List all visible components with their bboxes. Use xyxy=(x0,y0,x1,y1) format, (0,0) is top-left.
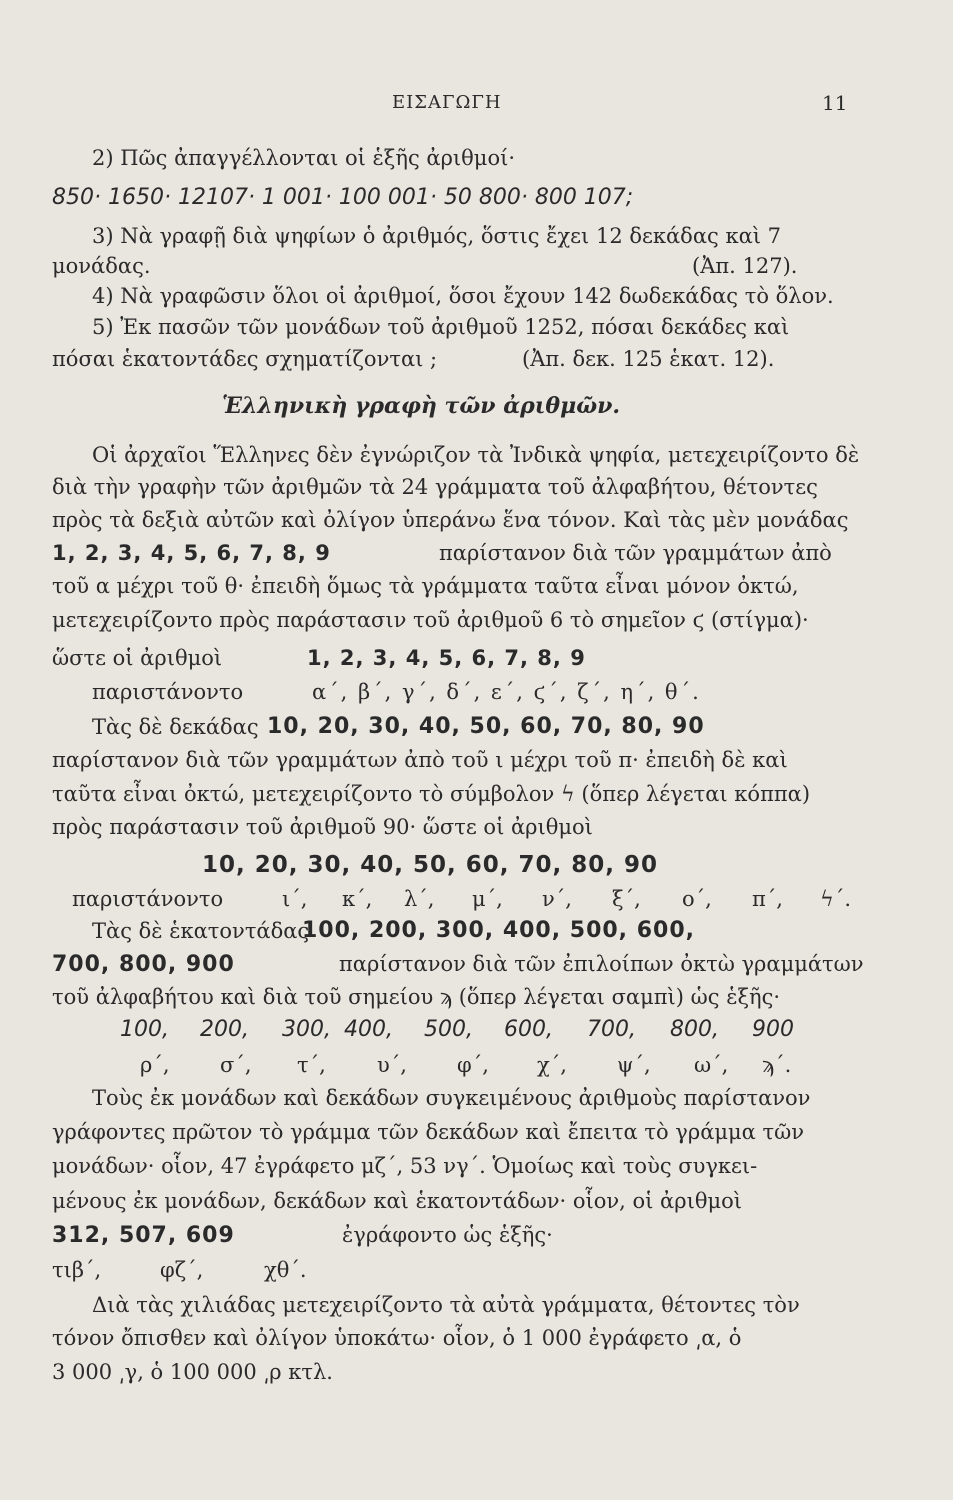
tens-numerals-row: 10, 20, 30, 40, 50, 60, 70, 80, 90 xyxy=(202,852,659,878)
units-row-label: παριστάνοντο xyxy=(92,680,244,704)
paragraph-4-line5-text: ἐγράφοντο ὡς ἑξῆς· xyxy=(342,1223,553,1247)
exercise-5-line1: 5) Ἐκ πασῶν τῶν μονάδων τοῦ ἀριθμοῦ 1252, πόσαι δεκάδες καὶ xyxy=(92,315,790,339)
hundreds-number: 500, xyxy=(424,1017,473,1042)
paragraph-2-line3: ταῦτα εἶναι ὀκτώ, μετεχειρίζοντο τὸ σύμβολον ϟ (ὅπερ λέγεται κόππα) xyxy=(52,782,811,806)
paragraph-1-line4 xyxy=(52,538,857,568)
paragraph-5-line3: 3 000 ͵γ, ὁ 100 000 ͵ρ κτλ. xyxy=(52,1360,333,1384)
paragraph-4-line3: μονάδων· οἷον, 47 ἐγράφετο μζ΄, 53 νγ΄. Ὁμοίως καὶ τοὺς συγκει- xyxy=(52,1154,758,1178)
hundreds-number: 600, xyxy=(504,1017,553,1042)
paragraph-1-line7 xyxy=(52,643,857,673)
tens-letter: ι΄, xyxy=(282,887,308,911)
paragraph-3-line3: τοῦ ἀλφαβήτου καὶ διὰ τοῦ σημείου ϡ (ὅπερ λέγεται σαμπὶ) ὡς ἑξῆς· xyxy=(52,985,781,1009)
paragraph-1-line7-text: ὥστε οἱ ἀριθμοὶ xyxy=(52,646,223,670)
paragraph-2-line2: παρίστανον διὰ τῶν γραμμάτων ἀπὸ τοῦ ι μέχρι τοῦ π· ἐπειδὴ δὲ καὶ xyxy=(52,748,788,772)
paragraph-2-line4: πρὸς παράστασιν τοῦ ἀριθμοῦ 90· ὥστε οἱ ἀριθμοὶ xyxy=(52,815,593,839)
exercise-4: 4) Νὰ γραφῶσιν ὅλοι οἱ ἀριθμοί, ὅσοι ἔχουν 142 δωδεκάδας τὸ ὅλον. xyxy=(92,284,834,308)
paragraph-1-line2: διὰ τὴν γραφὴν τῶν ἀριθμῶν τὰ 24 γράμματα τοῦ ἀλφαβήτου, θέτοντες xyxy=(52,475,818,499)
tens-letter: κ΄, xyxy=(342,887,373,911)
page-number: 11 xyxy=(822,91,848,115)
example-numerals: 312, 507, 609 xyxy=(52,1223,235,1248)
tens-letter: μ΄, xyxy=(472,887,503,911)
page xyxy=(52,0,864,1500)
exercise-2-question: 2) Πῶς ἀπαγγέλλονται οἱ ἑξῆς ἀριθμοί· xyxy=(92,146,515,170)
tens-letter: λ΄, xyxy=(404,887,435,911)
hundreds-letter: τ΄, xyxy=(297,1053,326,1077)
units-numerals: 1, 2, 3, 4, 5, 6, 7, 8, 9 xyxy=(52,541,331,565)
exercise-5-text: πόσαι ἑκατοντάδες σχηματίζονται ; xyxy=(52,347,438,371)
running-header: ΕΙΣΑΓΩΓΗ xyxy=(392,92,502,113)
tens-row-label: παριστάνοντο xyxy=(72,887,224,911)
units-numerals-row: 1, 2, 3, 4, 5, 6, 7, 8, 9 xyxy=(307,646,586,670)
exercise-5-line2 xyxy=(52,344,857,374)
paragraph-2-line1-text: Τὰς δὲ δεκάδας xyxy=(92,715,259,739)
hundreds-number: 100, xyxy=(120,1017,169,1042)
hundreds-number: 900 xyxy=(752,1017,794,1042)
example-letter: τιβ΄, xyxy=(52,1258,102,1282)
paragraph-3-line2 xyxy=(52,949,864,980)
paragraph-3-line2-text: παρίστανον διὰ τῶν ἐπιλοίπων ὀκτὼ γραμμάτων xyxy=(339,952,864,976)
units-letters-row: α΄, β΄, γ΄, δ΄, ε΄, ϛ΄, ζ΄, η΄, θ΄. xyxy=(312,680,701,704)
paragraph-1-line5: τοῦ α μέχρι τοῦ θ· ἐπειδὴ ὅμως τὰ γράμματα ταῦτα εἶναι μόνον ὀκτώ, xyxy=(52,574,799,598)
hundreds-letter: ω΄, xyxy=(694,1053,729,1077)
hundreds-number: 300, xyxy=(282,1017,331,1042)
hundreds-number: 200, xyxy=(200,1017,249,1042)
tens-letter: ο΄, xyxy=(682,887,712,911)
paragraph-1-line6: μετεχειρίζοντο πρὸς παράστασιν τοῦ ἀριθμοῦ 6 τὸ σημεῖον ϛ (στίγμα)· xyxy=(52,608,809,632)
exercise-5-answer: (Ἀπ. δεκ. 125 ἑκατ. 12). xyxy=(522,347,775,371)
hundreds-letter: ψ΄, xyxy=(617,1053,651,1077)
paragraph-4-line4: μένους ἐκ μονάδων, δεκάδων καὶ ἑκατοντάδων· οἷον, οἱ ἀριθμοὶ xyxy=(52,1189,742,1213)
paragraph-4-line5 xyxy=(52,1220,857,1251)
paragraph-1-line4-text: παρίστανον διὰ τῶν γραμμάτων ἀπὸ xyxy=(439,541,832,565)
tens-numerals: 10, 20, 30, 40, 50, 60, 70, 80, 90 xyxy=(267,714,705,739)
paragraph-4-line1: Τοὺς ἐκ μονάδων καὶ δεκάδων συγκειμένους ἀριθμοὺς παρίστανον xyxy=(92,1086,811,1110)
hundreds-letter: φ΄, xyxy=(457,1053,489,1077)
paragraph-1-line3: πρὸς τὰ δεξιὰ αὐτῶν καὶ ὀλίγον ὑπεράνω ἕνα τόνον. Καὶ τὰς μὲν μονάδας xyxy=(52,508,849,532)
paragraph-2-line1 xyxy=(92,712,857,742)
paragraph-1-line8 xyxy=(92,677,857,707)
exercise-3-line1: 3) Νὰ γραφῇ διὰ ψηφίων ὁ ἀριθμός, ὅστις ἔχει 12 δεκάδας καὶ 7 xyxy=(92,224,782,248)
paragraph-3-line1 xyxy=(92,916,857,946)
exercise-3-text: μονάδας. xyxy=(52,254,151,278)
hundreds-letter: χ΄, xyxy=(537,1053,567,1077)
tens-letter: ν΄, xyxy=(542,887,572,911)
exercise-3-answer: (Ἀπ. 127). xyxy=(692,254,798,278)
hundreds-number: 700, xyxy=(587,1017,636,1042)
section-heading: Ἑλληνικὴ γραφὴ τῶν ἀριθμῶν. xyxy=(222,393,621,419)
hundreds-letter: ϡ΄. xyxy=(762,1053,792,1077)
paragraph-4-line2: γράφοντες πρῶτον τὸ γράμμα τῶν δεκάδων καὶ ἔπειτα τὸ γράμμα τῶν xyxy=(52,1120,805,1144)
hundreds-letter: σ΄, xyxy=(220,1053,252,1077)
hundreds-letter: ρ΄, xyxy=(140,1053,170,1077)
hundreds-letter: υ΄, xyxy=(377,1053,407,1077)
example-letter: χθ΄. xyxy=(264,1258,307,1282)
exercise-2-numbers: 850· 1650· 12107· 1 001· 100 001· 50 800· 800 107; xyxy=(52,185,634,210)
tens-letter: π΄, xyxy=(752,887,783,911)
paragraph-3-line1-text: Τὰς δὲ ἑκατοντάδας xyxy=(92,919,310,943)
paragraph-5-line1: Διὰ τὰς χιλιάδας μετεχειρίζοντο τὰ αὐτὰ γράμματα, θέτοντες τὸν xyxy=(92,1293,800,1317)
hundreds-numerals-2: 700, 800, 900 xyxy=(52,952,235,977)
hundreds-numerals-1: 100, 200, 300, 400, 500, 600, xyxy=(302,918,695,943)
hundreds-number: 400, xyxy=(344,1017,393,1042)
tens-letter: ϟ΄. xyxy=(820,887,852,911)
hundreds-number: 800, xyxy=(670,1017,719,1042)
exercise-3-line2 xyxy=(52,251,857,281)
paragraph-5-line2: τόνον ὄπισθεν καὶ ὀλίγον ὑποκάτω· οἷον, ὁ 1 000 ἐγράφετο ͵α, ὁ xyxy=(52,1326,742,1350)
example-letter: φζ΄, xyxy=(160,1258,204,1282)
paragraph-1-line1: Οἱ ἀρχαῖοι Ἕλληνες δὲν ἐγνώριζον τὰ Ἰνδικὰ ψηφία, μετεχειρίζοντο δὲ xyxy=(92,443,860,467)
tens-letter: ξ΄, xyxy=(612,887,641,911)
